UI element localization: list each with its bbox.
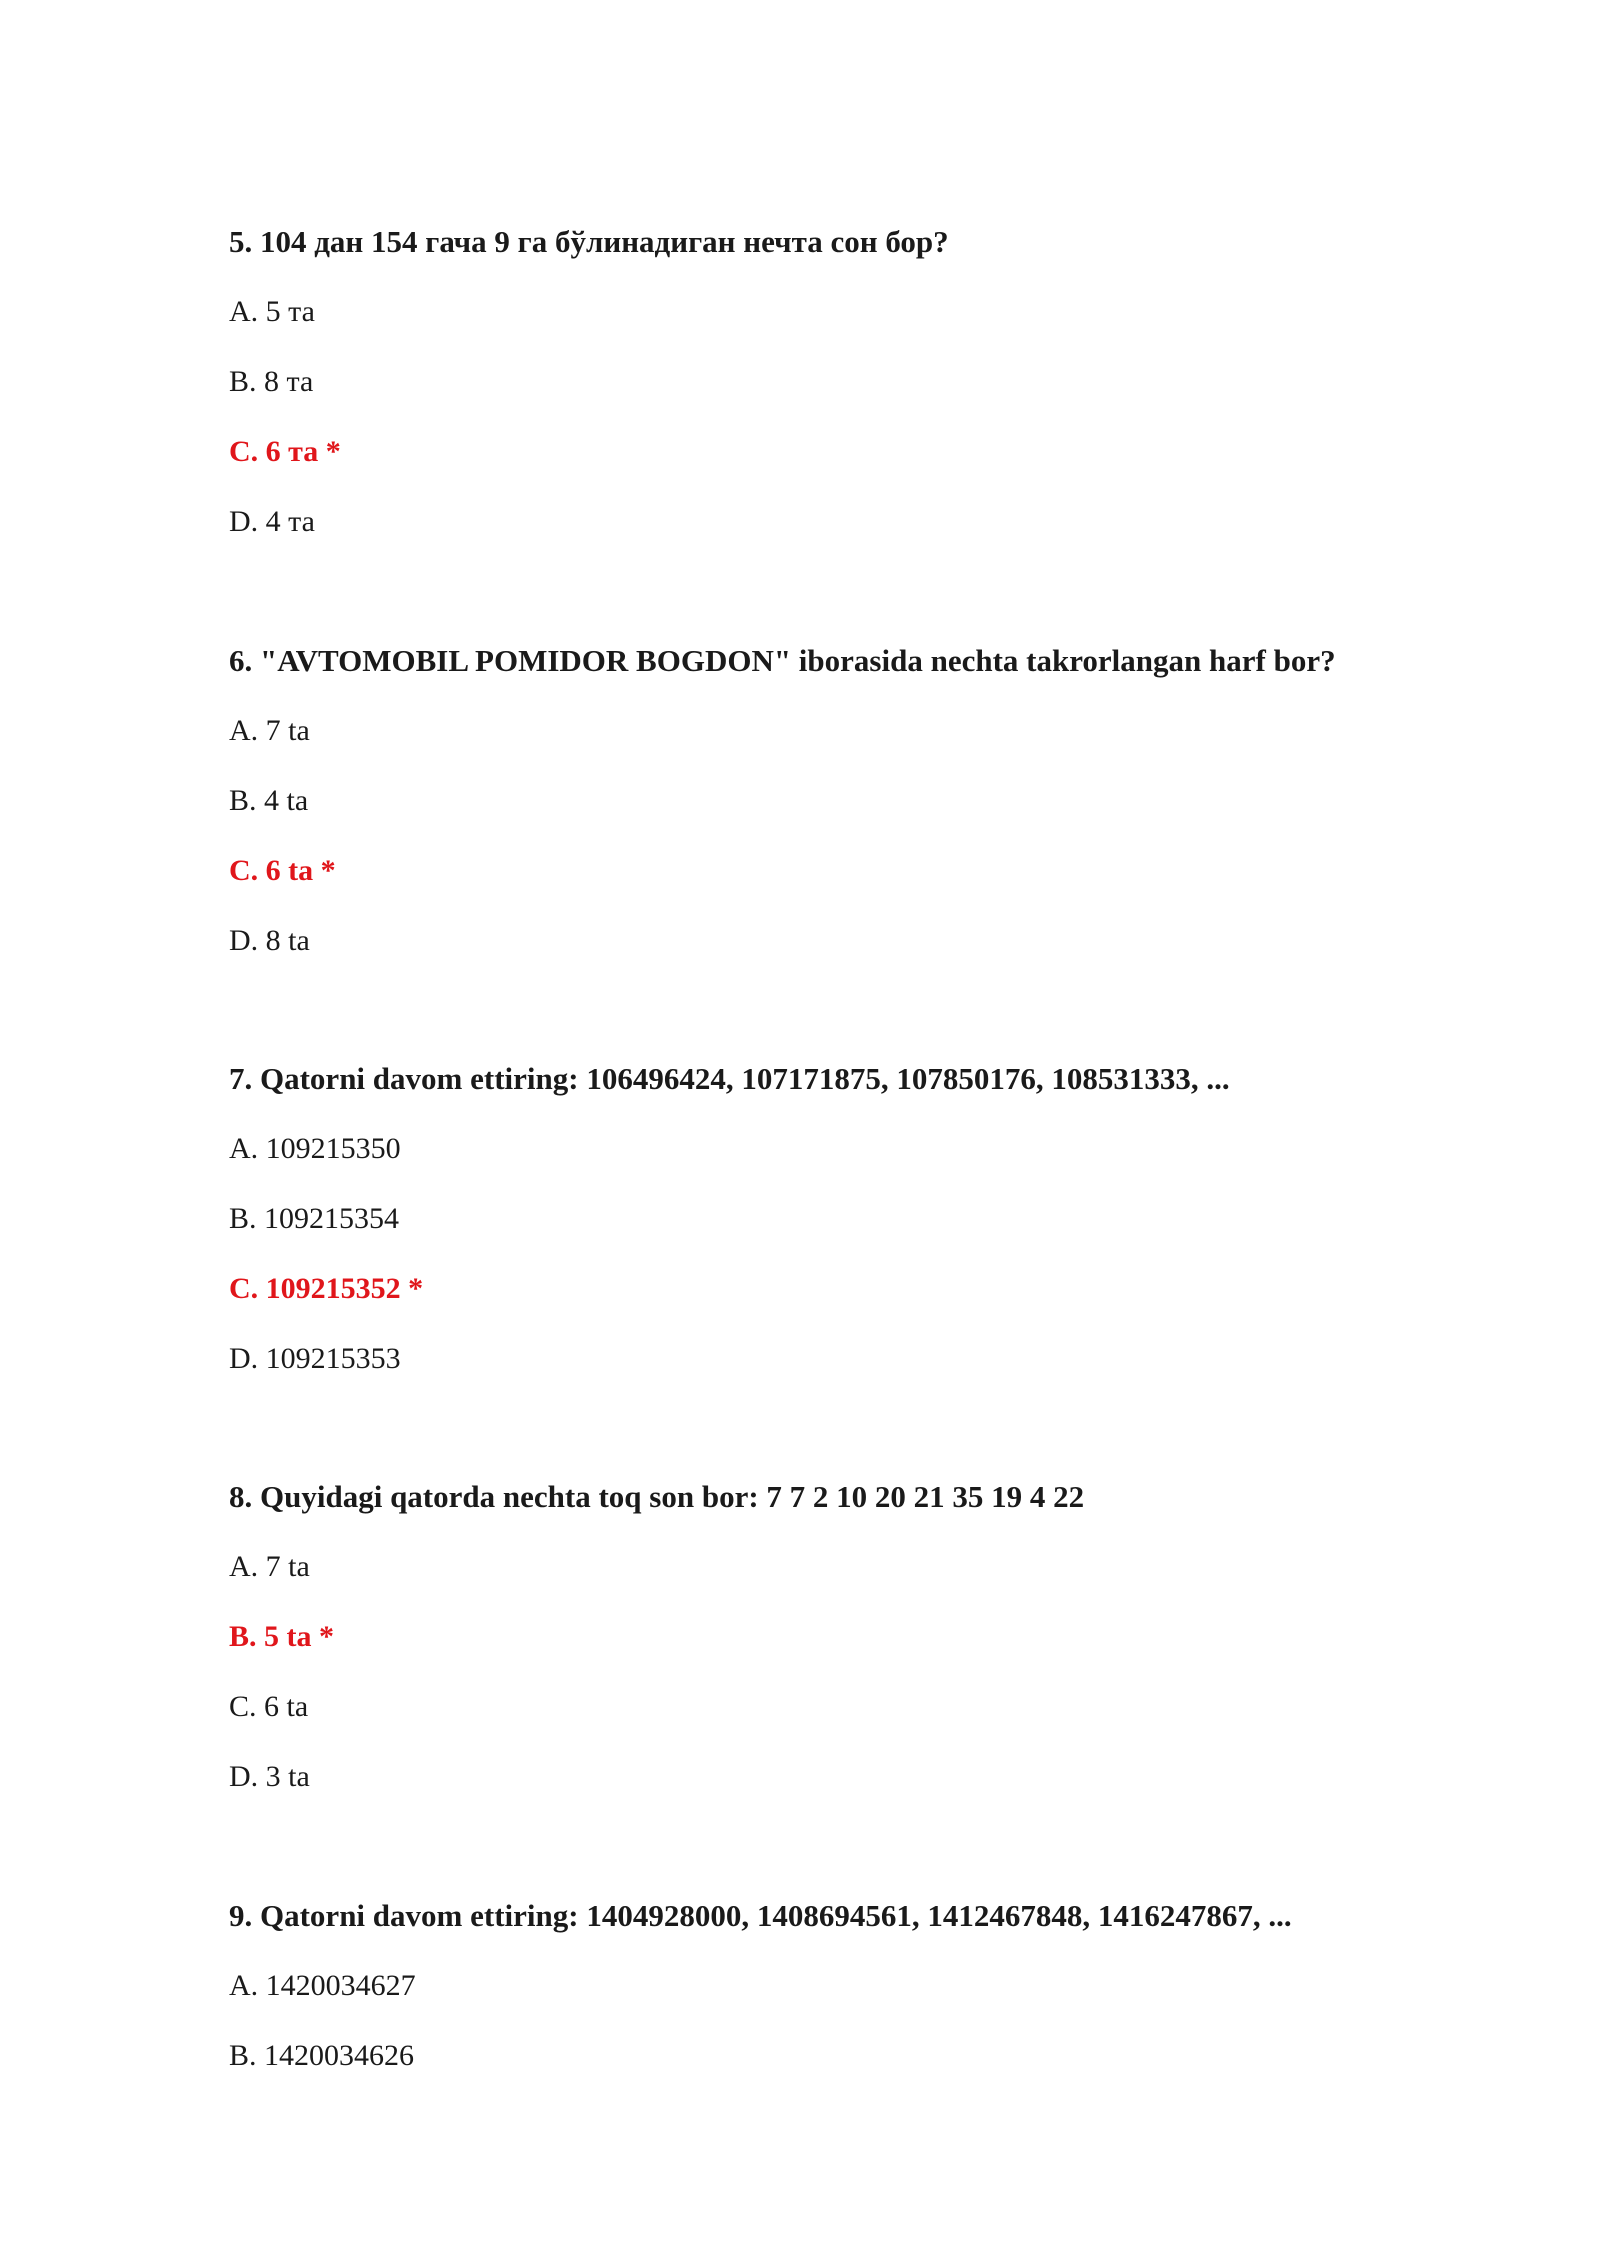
option-b: B . 4 ta: [229, 781, 1479, 821]
question-text: 5 . 104 дан 154 гача 9 га бўлинадиган нечта сон бор?: [229, 222, 1479, 262]
question-6: [229, 641, 1479, 961]
option-d: D . 8 ta: [229, 921, 1479, 961]
option-b-correct: B . 5 ta *: [229, 1617, 1479, 1657]
question-7: [229, 1059, 1479, 1379]
correct-marker: *: [320, 854, 336, 887]
correct-marker: *: [319, 1620, 335, 1653]
option-b: B . 8 та: [229, 362, 1479, 402]
option-a: A . 109215350: [229, 1129, 1479, 1169]
question-5: [229, 222, 1479, 542]
correct-marker: *: [408, 1272, 424, 1305]
question-8: [229, 1477, 1479, 1797]
option-d: D . 109215353: [229, 1339, 1479, 1379]
question-text: 8 . Quyidagi qatorda nechta toq son bor: 7 7 2 10 20 21 35 19 4 22: [229, 1477, 1479, 1517]
option-a: A . 5 та: [229, 292, 1479, 332]
question-text: 6 . "AVTOMOBIL POMIDOR BOGDON" iborasida nechta takrorlangan harf bor?: [229, 641, 1479, 681]
option-c: C . 6 ta: [229, 1687, 1479, 1727]
option-b: B . 1420034626: [229, 2036, 1479, 2076]
option-d: D . 4 та: [229, 502, 1479, 542]
option-b: B . 109215354: [229, 1199, 1479, 1239]
option-a: A . 7 ta: [229, 1547, 1479, 1587]
option-c-correct: C . 6 ta *: [229, 851, 1479, 891]
option-a: A . 1420034627: [229, 1966, 1479, 2006]
option-c-correct: C . 6 та *: [229, 432, 1479, 472]
question-text: 9 . Qatorni davom ettiring: 1404928000, 1408694561, 1412467848, 1416247867, ...: [229, 1896, 1479, 1936]
question-9: [229, 1896, 1479, 2076]
option-c-correct: C . 109215352 *: [229, 1269, 1479, 1309]
question-text: 7 . Qatorni davom ettiring: 106496424, 107171875, 107850176, 108531333, ...: [229, 1059, 1479, 1099]
option-a: A . 7 ta: [229, 711, 1479, 751]
option-d: D . 3 ta: [229, 1757, 1479, 1797]
correct-marker: *: [325, 435, 341, 468]
